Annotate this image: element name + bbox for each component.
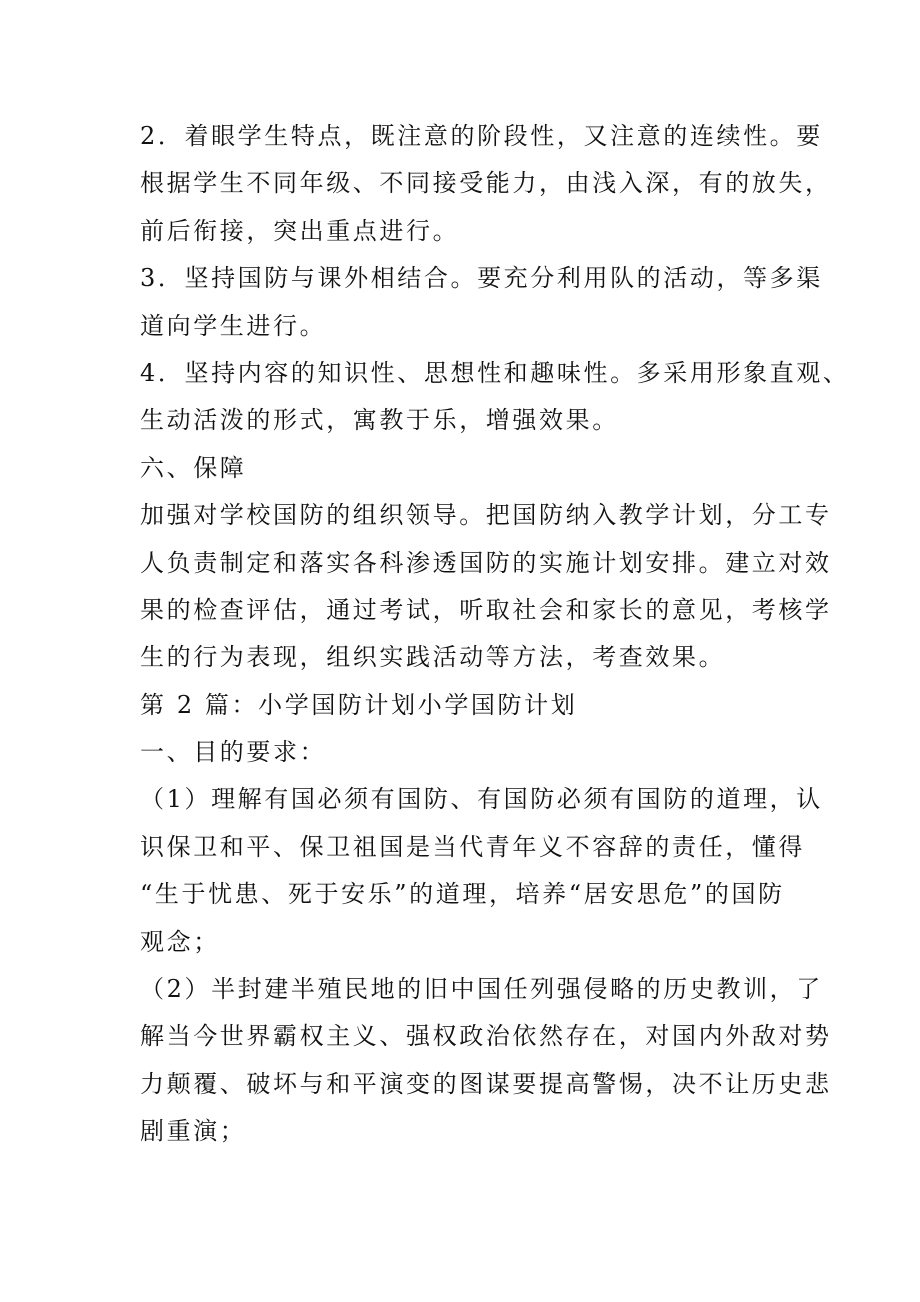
text-line: 生动活泼的形式，寓教于乐，增强效果。 [140, 406, 619, 435]
text-line: 力颠覆、破坏与和平演变的图谋要提高警惕，决不让历史悲 [140, 1069, 832, 1098]
text-line: 4．坚持内容的知识性、思想性和趣味性。多采用形象直观、 [140, 358, 850, 387]
section-heading: 六、保障 [140, 453, 247, 482]
text-line: （2）半封建半殖民地的旧中国任列强侵略的历史教训，了 [140, 975, 823, 1004]
text-line: 果的检查评估，通过考试，听取社会和家长的意见，考核学 [140, 595, 832, 624]
text-line: 剧重演； [140, 1117, 247, 1146]
text-line: 识保卫和平、保卫祖国是当代青年义不容辞的责任，懂得 [140, 832, 805, 861]
text-line: 道向学生进行。 [140, 311, 327, 340]
text-line: 人负责制定和落实各科渗透国防的实施计划安排。建立对效 [140, 548, 832, 577]
section-heading: 一、目的要求： [140, 738, 327, 767]
text-line: 根据学生不同年级、不同接受能力，由浅入深，有的放失， [140, 169, 832, 198]
text-line: 解当今世界霸权主义、强权政治依然存在，对国内外敌对势 [140, 1022, 832, 1051]
text-line: 前后衔接，突出重点进行。 [140, 216, 460, 245]
text-line: 观念； [140, 927, 220, 956]
text-line: （1）理解有国必须有国防、有国防必须有国防的道理，认 [140, 785, 823, 814]
text-line: 生的行为表现，组织实践活动等方法，考查效果。 [140, 643, 726, 672]
text-line: “生于忧患、死于安乐”的道理，培养“居安思危”的国防 [140, 880, 785, 909]
article-title: 第 2 篇：小学国防计划小学国防计划 [140, 690, 578, 719]
text-line: 3．坚持国防与课外相结合。要充分利用队的活动，等多渠 [140, 264, 823, 293]
text-line: 2．着眼学生特点，既注意的阶段性，又注意的连续性。要 [140, 122, 823, 150]
text-line: 加强对学校国防的组织领导。把国防纳入教学计划，分工专 [140, 501, 832, 530]
document-body [140, 113, 850, 1156]
